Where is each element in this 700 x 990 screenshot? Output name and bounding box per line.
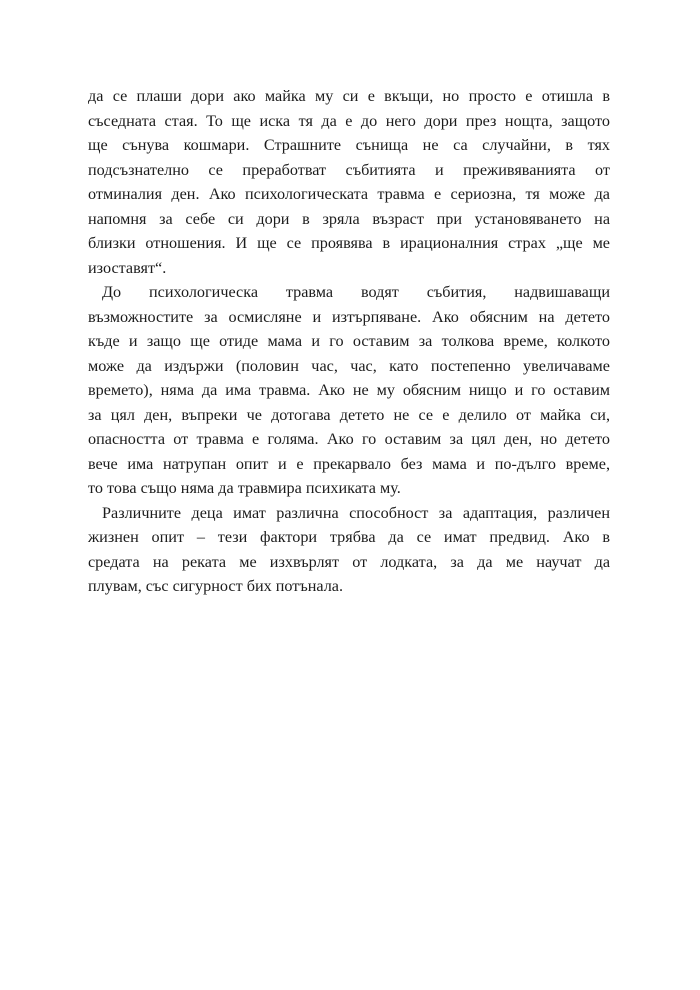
text-line: времето), няма да има травма. Ако не му обясним нищо и го оставим <box>88 381 610 399</box>
text-line: съседната стая. То ще иска тя да е до него дори през нощта, защото <box>88 111 610 130</box>
text-line: плувам, със сигурност бих потънала. <box>88 577 344 595</box>
text-line: възможностите за осмисляне и изтърпяване. Ако обясним на детето <box>88 307 610 326</box>
text-line: До психологическа травма водят събития, надвишаващи <box>102 283 610 301</box>
text-line: напомня за себе си дори в зряла възраст при установяването на <box>88 209 610 228</box>
paragraph-1 <box>88 84 610 280</box>
text-line: да се плаши дори ако майка му си е вкъщи, но просто е отишла в <box>88 87 610 105</box>
text-line: изоставят“. <box>88 258 167 277</box>
text-line: подсъзнателно се преработват събитията и преживяванията от <box>88 160 610 179</box>
text-line: отминалия ден. Ако психологическата травма е сериозна, тя може да <box>88 185 610 203</box>
body-text <box>88 84 610 599</box>
text-line: опасността от травма е голяма. Ако го оставим за цял ден, но детето <box>88 430 610 448</box>
text-line: за цял ден, въпреки че дотогава детето не се е делило от майка си, <box>88 405 610 424</box>
text-line: ще сънува кошмари. Страшните сънища не са случайни, в тях <box>88 136 610 154</box>
text-line: то това също няма да травмира психиката му. <box>88 479 401 497</box>
text-line: вече има натрупан опит и е прекарвало без мама и по-дълго време, <box>88 454 610 473</box>
paragraph-2 <box>88 280 610 501</box>
text-line: къде и защо ще отиде мама и го оставим за толкова време, колкото <box>88 332 610 350</box>
text-line: близки отношения. И ще се проявява в ирационалния страх „ще ме <box>88 234 610 252</box>
paragraph-3 <box>88 501 610 599</box>
text-line: средата на реката ме изхвърлят от лодката, за да ме научат да <box>88 552 610 571</box>
text-line: Различните деца имат различна способност за адаптация, различен <box>102 503 610 522</box>
text-line: жизнен опит – тези фактори трябва да се имат предвид. Ако в <box>88 528 610 546</box>
text-line: може да издържи (половин час, час, като постепенно увеличаваме <box>88 356 610 375</box>
